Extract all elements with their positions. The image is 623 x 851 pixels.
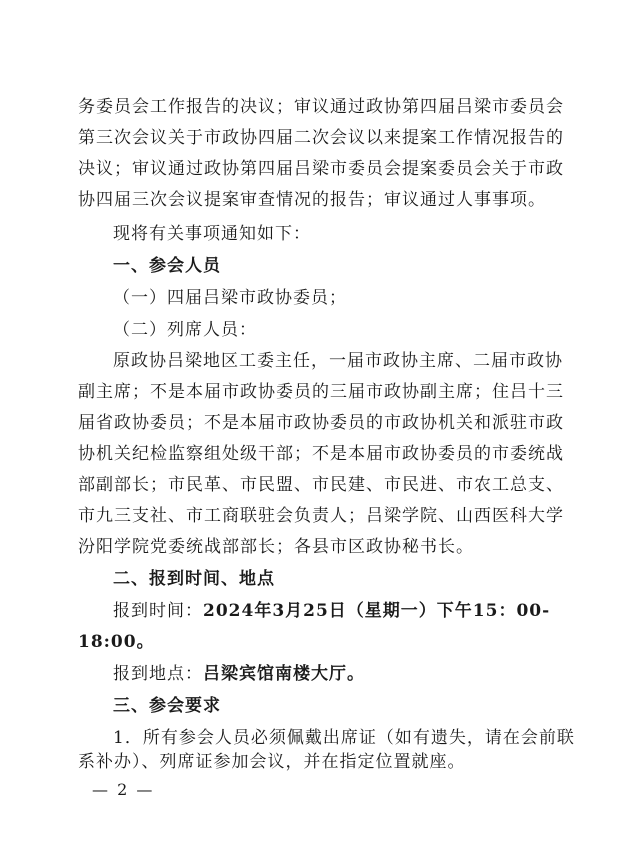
paragraph-line: 1．所有参会人员必须佩戴出席证（如有遗失，请在会前联	[113, 728, 575, 748]
notice-intro: 现将有关事项通知如下：	[113, 224, 311, 244]
paragraph-line: 务委员会工作报告的决议；审议通过政协第四届吕梁市委员会	[78, 97, 564, 117]
subsection-members: （一）四届吕梁市政协委员；	[113, 288, 347, 308]
registration-time-value: 2024年3月25日（星期一）下午15：00-	[203, 601, 551, 621]
paragraph-line: 部副部长；市民革、市民盟、市民建、市民进、市农工总支、	[78, 475, 564, 495]
subsection-observers: （二）列席人员：	[113, 320, 257, 340]
paragraph-line: 届省政协委员；不是本届市政协委员的市政协机关和派驻市政	[78, 413, 564, 433]
paragraph-line: 市九三支社、市工商联驻会负责人；吕梁学院、山西医科大学	[78, 506, 564, 526]
section-heading-requirements: 三、参会要求	[113, 696, 221, 716]
paragraph-line: 汾阳学院党委统战部部长；各县市区政协秘书长。	[78, 537, 474, 557]
registration-time-value-cont: 18:00。	[78, 632, 155, 652]
section-heading-attendees: 一、参会人员	[113, 256, 221, 276]
section-heading-registration: 二、报到时间、地点	[113, 569, 275, 589]
paragraph-line: 决议；审议通过政协第四届吕梁市委员会提案委员会关于市政	[78, 159, 564, 179]
paragraph-line: 副主席；不是本届市政协委员的三届市政协副主席；住吕十三	[78, 382, 564, 402]
paragraph-line: 系补办）、列席证参加会议，并在指定位置就座。	[78, 752, 466, 772]
registration-place-row	[113, 664, 365, 684]
paragraph-line: 协机关纪检监察组处级干部；不是本届市政协委员的市委统战	[78, 444, 564, 464]
paragraph-line: 协四届三次会议提案审查情况的报告；审议通过人事事项。	[78, 190, 546, 210]
paragraph-line: 原政协吕梁地区工委主任，一届市政协主席、二届市政协	[113, 351, 563, 371]
page-number: — 2 —	[92, 780, 155, 799]
registration-place-value: 吕梁宾馆南楼大厅。	[203, 664, 365, 684]
registration-time-label: 报到时间：	[113, 601, 203, 621]
paragraph-line: 第三次会议关于市政协四届二次会议以来提案工作情况报告的	[78, 128, 564, 148]
registration-place-label: 报到地点：	[113, 664, 203, 684]
registration-time-row	[113, 601, 550, 621]
